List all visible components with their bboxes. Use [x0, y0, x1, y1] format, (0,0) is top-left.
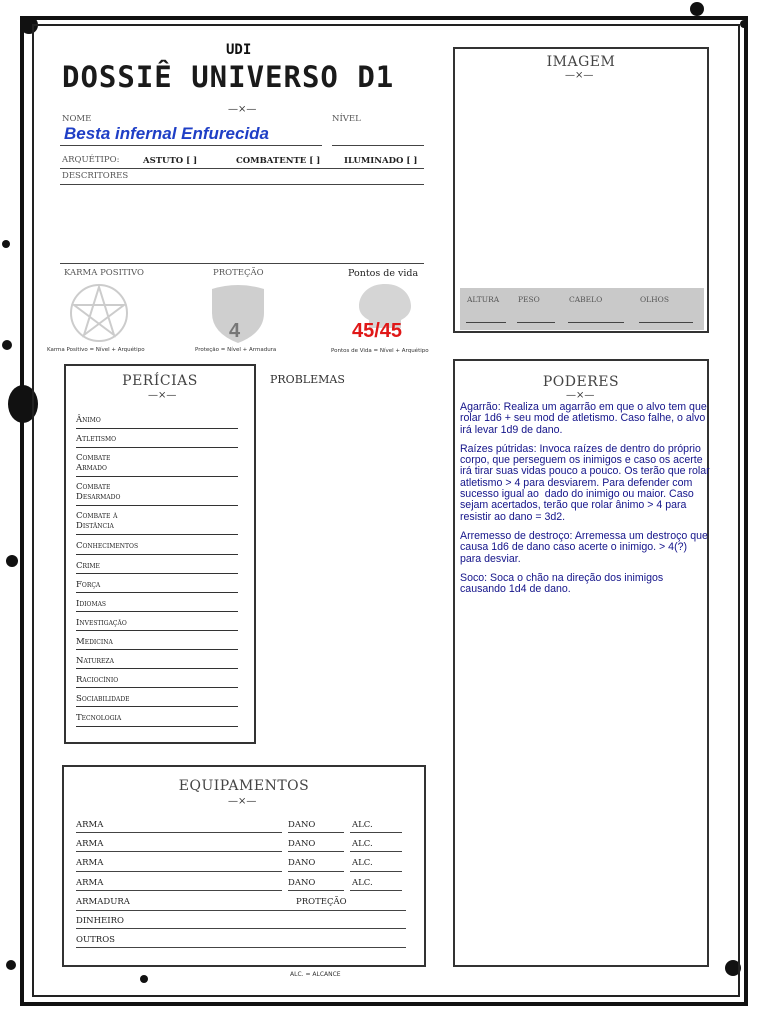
poder-arremesso-destroco: Arremesso de destroço: Arremessa um destroço que causa 1d6 de dano caso acerte o inimigo. > 4(?) para desviar. [460, 529, 711, 565]
pericias-title: PERÍCIAS [122, 373, 198, 389]
equip-line [350, 890, 402, 891]
poderes-text[interactable] [460, 401, 713, 603]
skill-crime: Crime [76, 561, 100, 571]
arma-label-4: ARMA [76, 878, 104, 888]
equip-line [76, 871, 282, 872]
nivel-underline [332, 145, 424, 146]
problemas-label: PROBLEMAS [270, 373, 345, 386]
dano-label-3: DANO [288, 858, 316, 868]
pv-value[interactable]: 45/45 [352, 320, 403, 342]
skill-sociabilidade: Sociabilidade [76, 694, 130, 704]
skill-combate-armado: Combate Armado [76, 453, 111, 473]
poder-soco: Soco: Soca o chão na direção dos inimigos causando 1d4 de dano. [460, 571, 667, 596]
peso-label: PESO [518, 295, 540, 304]
equip-line [350, 871, 402, 872]
arma-label-2: ARMA [76, 839, 104, 849]
pv-label: Pontos de vida [348, 268, 419, 279]
peso-underline [517, 322, 555, 323]
skill-line [76, 573, 238, 574]
equip-line [76, 890, 282, 891]
ink-splatter [6, 555, 18, 567]
skill-line [76, 687, 238, 688]
skill-combate-distancia: Combate à Distância [76, 511, 118, 531]
protecao-value[interactable]: 4 [229, 320, 241, 342]
skill-tecnologia: Tecnologia [76, 713, 122, 723]
poder-agarrao: Agarrão: Realiza um agarrão em que o alvo tem que rolar 1d6 + seu mod de atletismo. Caso falhe, o alvo irá levar 1d9 de dano. [460, 401, 710, 436]
skill-atletismo: Atletismo [76, 434, 117, 444]
poderes-title: PODERES [542, 374, 620, 390]
outros-label: OUTROS [76, 935, 115, 945]
iluminado-checkbox[interactable]: ILUMINADO [ ] [344, 156, 418, 166]
nivel-label: NÍVEL [332, 114, 361, 124]
olhos-underline [639, 322, 693, 323]
dano-label-2: DANO [288, 839, 316, 849]
skill-natureza: Natureza [76, 656, 114, 666]
skill-line [76, 428, 238, 429]
protecao-formula: Proteção = Nível + Armadura [195, 347, 277, 353]
equip-line [288, 832, 344, 833]
equip-line [288, 890, 344, 891]
skill-line [76, 447, 238, 448]
skill-conhecimentos: Conhecimentos [76, 541, 139, 551]
skill-idiomas: Idiomas [76, 599, 107, 609]
altura-label: ALTURA [467, 295, 500, 304]
poder-raizes-putridas: Raízes pútridas: Invoca raízes de dentro do próprio corpo, que perseguem os inimigos e caso os acerte irá tirar suas vidas pouco a pouco. Os terão que rolar atletismo > 4 para desviarem. Para defender com sucesso igual ao dado do inimigo ou maior. Caso sejam acertados, terão que rolar ânimo > 4 para resistir ao dano = 3d2. [460, 442, 713, 523]
nome-label: NOME [62, 114, 92, 124]
alc-label-4: ALC. [352, 878, 373, 888]
nome-field[interactable]: Besta infernal Enfurecida [64, 124, 270, 143]
equip-line [288, 871, 344, 872]
equip-line [76, 928, 406, 929]
title-flourish: —×— [228, 104, 257, 115]
skill-combate-desarmado: Combate Desarmado [76, 482, 121, 502]
skill-line [76, 649, 238, 650]
cabelo-underline [568, 322, 624, 323]
equip-line [76, 832, 282, 833]
skill-line [76, 668, 238, 669]
descritores-bottom-line [60, 263, 424, 264]
equip-line [350, 832, 402, 833]
page-title: DOSSIÊ UNIVERSO D1 [62, 60, 395, 94]
equipamentos-flourish: —×— [228, 796, 257, 807]
udi-logo: UDI [226, 42, 252, 58]
imagem-flourish: —×— [565, 70, 594, 81]
poderes-flourish: —×— [566, 390, 595, 401]
skill-line [76, 726, 238, 727]
arma-label-3: ARMA [76, 858, 104, 868]
skill-raciocinio: Raciocínio [76, 675, 119, 685]
pv-formula: Pontos de Vida = Nível + Arquétipo [331, 348, 429, 354]
ink-splatter [2, 340, 12, 350]
dano-label-4: DANO [288, 878, 316, 888]
cabelo-label: CABELO [569, 295, 603, 304]
skill-line [76, 706, 238, 707]
skill-line [76, 505, 238, 506]
protecao-equip-label: PROTEÇÃO [296, 897, 347, 907]
nome-underline [60, 145, 322, 146]
dano-label-1: DANO [288, 820, 316, 830]
equip-line [76, 947, 406, 948]
skill-line [76, 611, 238, 612]
equip-line [76, 851, 282, 852]
ink-splatter [2, 240, 10, 248]
ink-splatter [690, 2, 704, 16]
skill-line [76, 554, 238, 555]
equipamentos-title: EQUIPAMENTOS [178, 778, 310, 794]
descritores-label: DESCRITORES [62, 171, 129, 181]
arquetipo-underline [60, 168, 424, 169]
protecao-label: PROTEÇÃO [213, 268, 264, 278]
descritores-underline [60, 184, 424, 185]
equip-line [288, 851, 344, 852]
altura-underline [466, 322, 506, 323]
equip-line [76, 910, 406, 911]
karma-formula: Karma Positivo = Nível + Arquétipo [47, 347, 145, 353]
arma-label-1: ARMA [76, 820, 104, 830]
pentagram-icon [66, 283, 132, 343]
alcance-footnote: ALC. = ALCANCE [290, 971, 341, 978]
astuto-checkbox[interactable]: ASTUTO [ ] [143, 156, 198, 166]
combatente-checkbox[interactable]: COMBATENTE [ ] [236, 156, 321, 166]
skill-line [76, 476, 238, 477]
olhos-label: OLHOS [640, 295, 669, 304]
skill-line [76, 630, 238, 631]
pericias-flourish: —×— [148, 390, 177, 401]
arquetipo-label: ARQUÉTIPO: [62, 155, 120, 165]
karma-label: KARMA POSITIVO [64, 268, 144, 278]
skill-medicina: Medicina [76, 637, 113, 647]
alc-label-2: ALC. [352, 839, 373, 849]
equip-line [350, 851, 402, 852]
dinheiro-label: DINHEIRO [76, 916, 124, 926]
alc-label-3: ALC. [352, 858, 373, 868]
armadura-label: ARMADURA [76, 897, 130, 907]
skill-animo: Ânimo [76, 415, 101, 425]
alc-label-1: ALC. [352, 820, 373, 830]
skill-line [76, 534, 238, 535]
skill-forca: Força [76, 580, 101, 590]
skill-investigacao: Investigação [76, 618, 127, 628]
skill-line [76, 592, 238, 593]
ink-splatter [6, 960, 16, 970]
imagem-title: IMAGEM [546, 54, 616, 70]
